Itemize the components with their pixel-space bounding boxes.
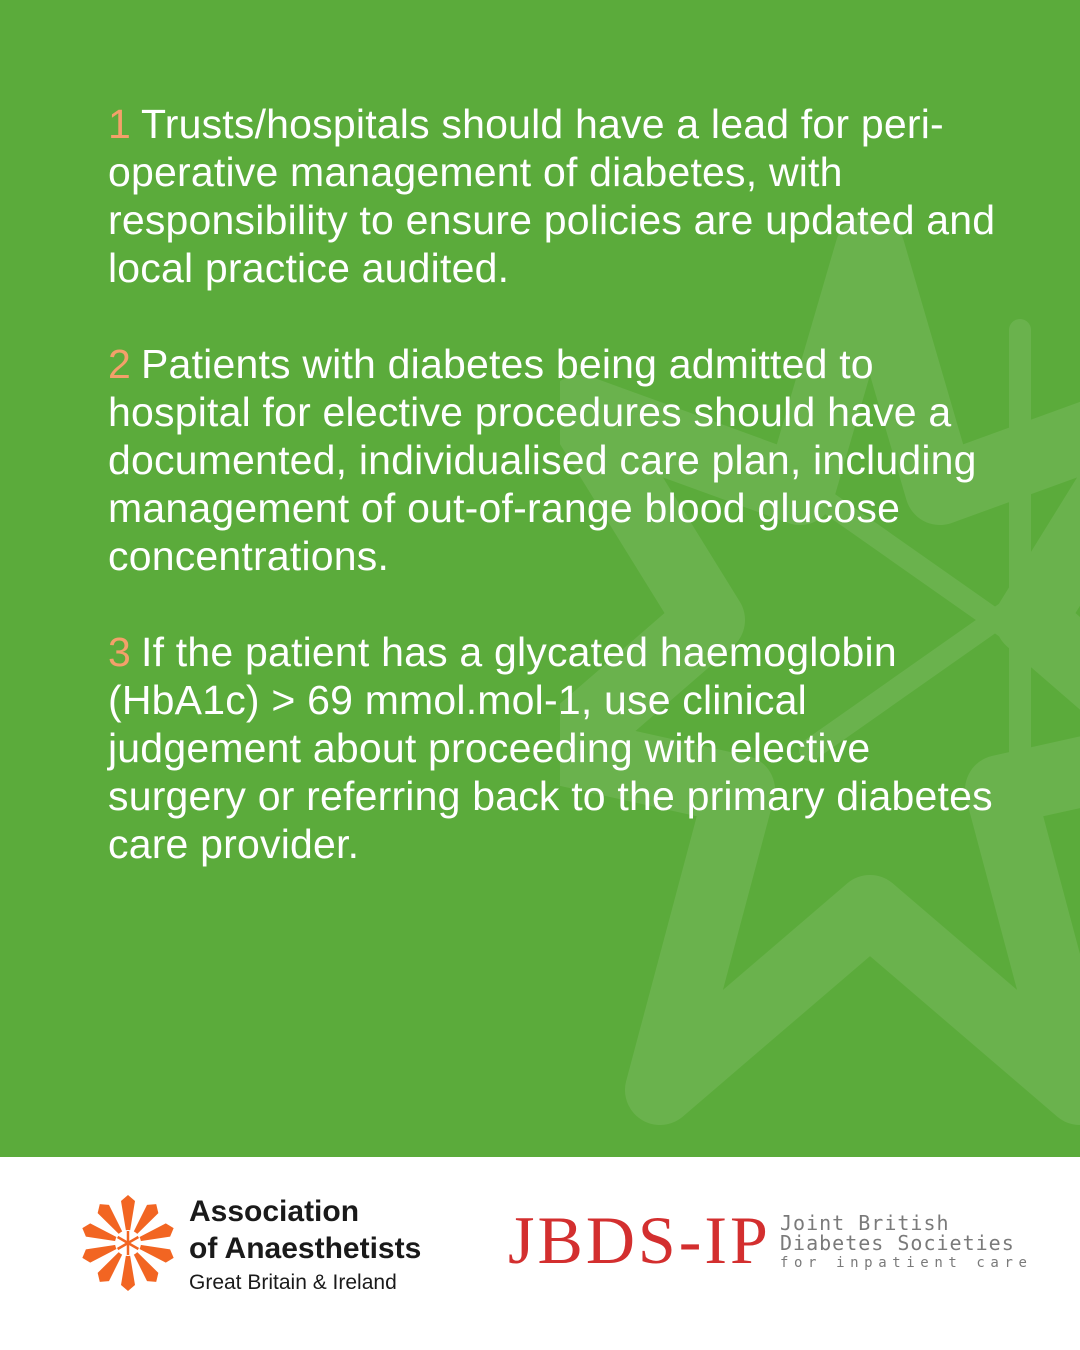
recommendation-1 bbox=[108, 100, 1008, 292]
recommendation-text: Trusts/hospitals should have a lead for peri-operative management of diabetes, with responsibility to ensure policies are updated and local practice audited. bbox=[108, 101, 996, 291]
aa-region: Great Britain & Ireland bbox=[189, 1271, 397, 1294]
jbds-line2: Diabetes Societies bbox=[780, 1231, 1015, 1255]
recommendation-number: 3 bbox=[108, 629, 132, 675]
aa-name-line1: Association bbox=[189, 1195, 360, 1228]
recommendations-list bbox=[108, 100, 1008, 916]
footer bbox=[0, 1157, 1080, 1350]
jbds-line3: for inpatient care bbox=[780, 1255, 1033, 1271]
recommendation-number: 2 bbox=[108, 341, 132, 387]
aa-wordmark bbox=[189, 1193, 421, 1297]
aa-name-line2: of Anaesthetists bbox=[189, 1232, 422, 1265]
jbds-line1: Joint British bbox=[780, 1211, 950, 1235]
starburst-logo-icon bbox=[78, 1193, 178, 1293]
recommendation-3 bbox=[108, 628, 1008, 868]
recommendation-2 bbox=[108, 340, 1008, 580]
recommendation-number: 1 bbox=[108, 101, 132, 147]
recommendation-text: If the patient has a glycated haemoglobin (HbA1c) > 69 mmol.mol-1, use clinical judgement about proceeding with elective surgery or referring back to the primary diabetes care provider. bbox=[108, 629, 993, 867]
jbds-logo-mark: JBDS-IP bbox=[508, 1202, 771, 1278]
recommendation-text: Patients with diabetes being admitted to hospital for elective procedures should have a documented, individualised care plan, including management of out-of-range blood glucose concentrations. bbox=[108, 341, 977, 579]
jbds-wordmark bbox=[780, 1213, 1033, 1273]
